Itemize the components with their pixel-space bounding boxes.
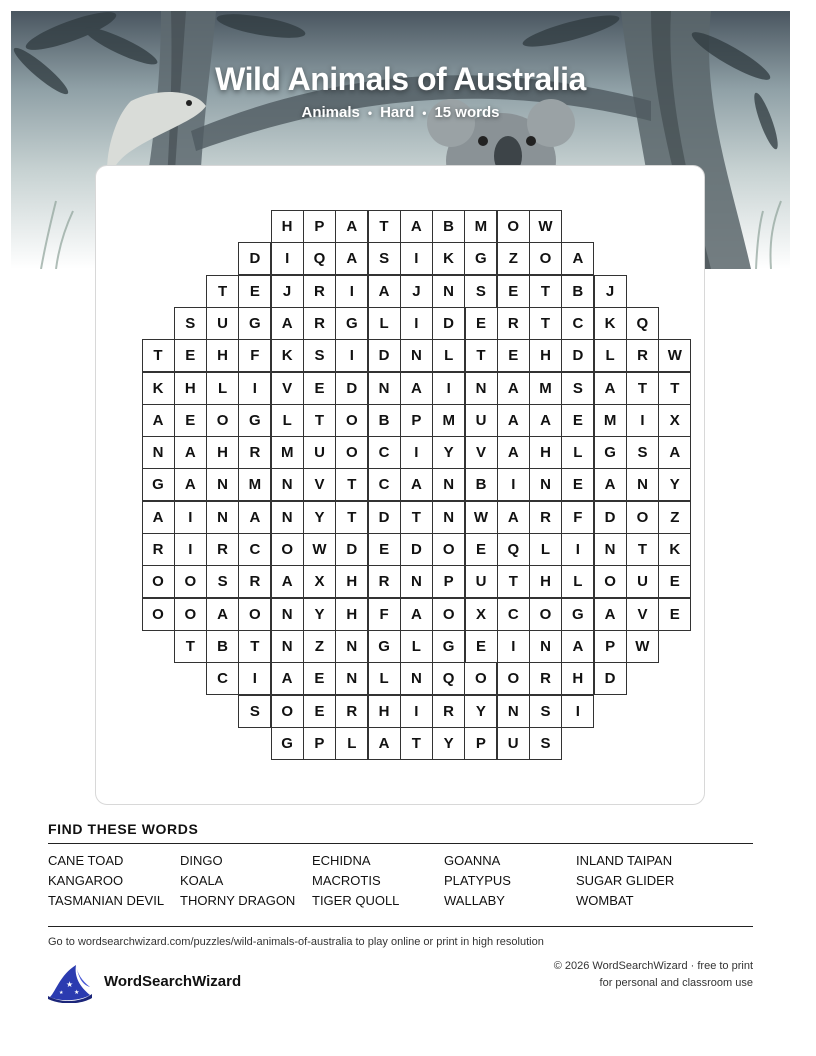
- grid-cell[interactable]: T: [529, 275, 562, 308]
- grid-cell[interactable]: O: [174, 565, 207, 598]
- word-item: INLAND TAIPAN: [576, 853, 673, 868]
- grid-cell[interactable]: O: [497, 662, 530, 695]
- grid-cell[interactable]: U: [465, 404, 498, 437]
- grid-cell[interactable]: S: [368, 242, 401, 275]
- grid-cell[interactable]: O: [594, 565, 627, 598]
- grid-cell[interactable]: M: [594, 404, 627, 437]
- grid-cell[interactable]: R: [529, 501, 562, 534]
- word-item: DINGO: [180, 853, 223, 868]
- grid-cell[interactable]: A: [594, 468, 627, 501]
- grid-cell[interactable]: A: [497, 436, 530, 469]
- grid-cell[interactable]: T: [335, 501, 368, 534]
- grid-cell[interactable]: A: [400, 210, 433, 243]
- grid-cell[interactable]: G: [561, 598, 594, 631]
- grid-cell[interactable]: N: [465, 372, 498, 405]
- grid-cell[interactable]: R: [335, 695, 368, 728]
- grid-cell[interactable]: V: [271, 372, 304, 405]
- grid-cell[interactable]: O: [174, 598, 207, 631]
- grid-cell[interactable]: A: [400, 372, 433, 405]
- grid-cell[interactable]: L: [561, 436, 594, 469]
- grid-cell[interactable]: N: [400, 662, 433, 695]
- grid-cell[interactable]: L: [561, 565, 594, 598]
- grid-cell[interactable]: A: [529, 404, 562, 437]
- grid-cell[interactable]: I: [400, 436, 433, 469]
- word-item: WALLABY: [444, 893, 505, 908]
- svg-text:★: ★: [59, 990, 64, 996]
- grid-cell[interactable]: N: [529, 630, 562, 663]
- grid-cell[interactable]: W: [303, 533, 336, 566]
- grid-cell[interactable]: R: [529, 662, 562, 695]
- grid-cell[interactable]: O: [497, 210, 530, 243]
- grid-cell[interactable]: S: [529, 695, 562, 728]
- grid-cell[interactable]: H: [368, 695, 401, 728]
- grid-cell[interactable]: N: [368, 372, 401, 405]
- grid-cell[interactable]: K: [594, 307, 627, 340]
- grid-cell[interactable]: N: [335, 662, 368, 695]
- grid-cell[interactable]: A: [594, 372, 627, 405]
- grid-cell[interactable]: E: [174, 339, 207, 372]
- grid-cell[interactable]: O: [432, 533, 465, 566]
- grid-cell[interactable]: N: [432, 275, 465, 308]
- grid-cell[interactable]: O: [529, 242, 562, 275]
- word-count-label: 15 words: [434, 104, 500, 121]
- grid-cell[interactable]: I: [174, 501, 207, 534]
- word-item: KOALA: [180, 873, 224, 888]
- grid-cell[interactable]: C: [368, 468, 401, 501]
- word-item: TASMANIAN DEVIL: [48, 893, 165, 908]
- grid-cell[interactable]: U: [465, 565, 498, 598]
- grid-cell[interactable]: A: [271, 662, 304, 695]
- grid-cell[interactable]: D: [335, 533, 368, 566]
- grid-cell[interactable]: K: [271, 339, 304, 372]
- grid-cell[interactable]: R: [238, 436, 271, 469]
- grid-cell[interactable]: N: [529, 468, 562, 501]
- grid-cell[interactable]: Z: [497, 242, 530, 275]
- grid-cell[interactable]: A: [206, 598, 239, 631]
- grid-cell[interactable]: A: [497, 404, 530, 437]
- grid-cell[interactable]: E: [303, 662, 336, 695]
- grid-cell[interactable]: O: [271, 695, 304, 728]
- separator-dot: •: [367, 106, 373, 120]
- word-item: WOMBAT: [576, 893, 634, 908]
- grid-cell[interactable]: O: [142, 598, 175, 631]
- grid-cell[interactable]: I: [432, 372, 465, 405]
- word-list-heading: FIND THESE WORDS: [48, 821, 199, 837]
- puzzle-meta: [11, 104, 790, 121]
- category-label: Animals: [301, 104, 360, 121]
- grid-cell[interactable]: E: [238, 275, 271, 308]
- grid-cell[interactable]: A: [400, 598, 433, 631]
- grid-cell[interactable]: R: [303, 275, 336, 308]
- grid-cell[interactable]: G: [368, 630, 401, 663]
- grid-cell[interactable]: E: [303, 372, 336, 405]
- grid-cell[interactable]: N: [271, 468, 304, 501]
- grid-cell[interactable]: F: [238, 339, 271, 372]
- grid-cell[interactable]: S: [626, 436, 659, 469]
- footer-link[interactable]: Go to wordsearchwizard.com/puzzles/wild-animals-of-australia to play online or print in high resolution: [48, 936, 544, 948]
- grid-cell[interactable]: R: [368, 565, 401, 598]
- grid-cell[interactable]: T: [400, 501, 433, 534]
- grid-cell[interactable]: N: [432, 468, 465, 501]
- grid-cell[interactable]: N: [594, 533, 627, 566]
- grid-cell[interactable]: Q: [497, 533, 530, 566]
- grid-cell[interactable]: U: [206, 307, 239, 340]
- grid-cell[interactable]: D: [432, 307, 465, 340]
- grid-cell[interactable]: I: [497, 630, 530, 663]
- difficulty-label: Hard: [380, 104, 415, 121]
- grid-cell[interactable]: E: [561, 468, 594, 501]
- grid-cell[interactable]: A: [561, 242, 594, 275]
- grid-cell[interactable]: H: [271, 210, 304, 243]
- grid-cell[interactable]: J: [271, 275, 304, 308]
- grid-cell[interactable]: E: [497, 275, 530, 308]
- grid-cell[interactable]: O: [464, 662, 497, 695]
- grid-cell[interactable]: B: [465, 468, 498, 501]
- grid-cell[interactable]: I: [238, 372, 271, 405]
- grid-cell[interactable]: A: [335, 242, 368, 275]
- grid-cell[interactable]: A: [271, 307, 304, 340]
- grid-cell[interactable]: T: [238, 630, 271, 663]
- grid-cell[interactable]: M: [238, 468, 271, 501]
- separator-dot: •: [422, 106, 427, 120]
- grid-cell[interactable]: N: [206, 501, 239, 534]
- grid-cell[interactable]: S: [238, 695, 271, 728]
- grid-cell[interactable]: H: [335, 565, 368, 598]
- grid-cell[interactable]: G: [594, 436, 627, 469]
- grid-cell[interactable]: K: [142, 372, 175, 405]
- grid-cell[interactable]: H: [529, 436, 562, 469]
- grid-cell[interactable]: G: [238, 307, 271, 340]
- grid-cell[interactable]: I: [271, 242, 304, 275]
- grid-cell[interactable]: G: [335, 307, 368, 340]
- grid-cell[interactable]: W: [465, 501, 498, 534]
- grid-cell[interactable]: L: [594, 339, 627, 372]
- grid-cell[interactable]: E: [368, 533, 401, 566]
- word-item: ECHIDNA: [312, 853, 371, 868]
- grid-cell[interactable]: D: [594, 501, 627, 534]
- grid-cell[interactable]: R: [432, 695, 465, 728]
- grid-cell[interactable]: U: [497, 727, 530, 760]
- grid-cell[interactable]: V: [465, 436, 498, 469]
- grid-cell[interactable]: O: [206, 404, 239, 437]
- grid-cell[interactable]: N: [271, 630, 304, 663]
- grid-cell[interactable]: Q: [626, 307, 659, 340]
- grid-cell[interactable]: I: [335, 275, 368, 308]
- grid-cell[interactable]: A: [368, 275, 401, 308]
- grid-cell[interactable]: D: [561, 339, 594, 372]
- grid-cell[interactable]: E: [465, 307, 498, 340]
- divider: [48, 926, 753, 927]
- grid-cell[interactable]: F: [561, 501, 594, 534]
- brand-name: WordSearchWizard: [104, 973, 242, 990]
- grid-cell[interactable]: I: [335, 339, 368, 372]
- grid-cell[interactable]: M: [464, 210, 497, 243]
- grid-cell[interactable]: Y: [658, 468, 691, 501]
- grid-cell[interactable]: I: [174, 533, 207, 566]
- grid-cell[interactable]: H: [206, 339, 239, 372]
- grid-cell[interactable]: L: [271, 404, 304, 437]
- grid-cell[interactable]: H: [529, 565, 562, 598]
- grid-cell[interactable]: G: [432, 630, 465, 663]
- grid-cell[interactable]: O: [529, 598, 562, 631]
- grid-cell[interactable]: T: [626, 533, 659, 566]
- grid-cell[interactable]: L: [368, 307, 401, 340]
- grid-cell[interactable]: G: [238, 404, 271, 437]
- grid-cell[interactable]: W: [626, 630, 659, 663]
- grid-cell[interactable]: I: [561, 533, 594, 566]
- grid-cell[interactable]: T: [335, 468, 368, 501]
- grid-cell[interactable]: A: [142, 404, 175, 437]
- grid-cell[interactable]: A: [594, 598, 627, 631]
- grid-cell[interactable]: U: [626, 565, 659, 598]
- grid-cell[interactable]: X: [658, 404, 691, 437]
- grid-cell[interactable]: E: [465, 533, 498, 566]
- grid-cell[interactable]: I: [626, 404, 659, 437]
- word-item: SUGAR GLIDER: [576, 873, 675, 888]
- word-item: PLATYPUS: [444, 873, 511, 888]
- word-item: KANGAROO: [48, 873, 124, 888]
- grid-cell[interactable]: W: [529, 210, 562, 243]
- grid-cell[interactable]: D: [368, 339, 401, 372]
- grid-cell[interactable]: R: [142, 533, 175, 566]
- grid-cell[interactable]: I: [400, 695, 433, 728]
- grid-cell[interactable]: T: [658, 372, 691, 405]
- grid-cell[interactable]: T: [400, 727, 433, 760]
- word-list: [48, 852, 768, 909]
- grid-cell[interactable]: A: [497, 501, 530, 534]
- grid-cell[interactable]: N: [206, 468, 239, 501]
- grid-cell[interactable]: I: [497, 468, 530, 501]
- grid-cell[interactable]: P: [400, 404, 433, 437]
- grid-cell[interactable]: P: [464, 727, 497, 760]
- grid-cell[interactable]: D: [400, 533, 433, 566]
- grid-cell[interactable]: A: [561, 630, 594, 663]
- grid-cell[interactable]: L: [206, 372, 239, 405]
- grid-cell[interactable]: Y: [303, 598, 336, 631]
- grid-cell[interactable]: H: [561, 662, 594, 695]
- grid-cell[interactable]: S: [529, 727, 562, 760]
- grid-cell[interactable]: P: [432, 565, 465, 598]
- grid-cell[interactable]: N: [497, 695, 530, 728]
- word-item: GOANNA: [444, 853, 501, 868]
- grid-cell[interactable]: A: [400, 468, 433, 501]
- grid-cell[interactable]: H: [529, 339, 562, 372]
- grid-cell[interactable]: F: [368, 598, 401, 631]
- grid-cell[interactable]: C: [206, 662, 239, 695]
- grid-cell[interactable]: Q: [432, 662, 465, 695]
- grid-cell[interactable]: Z: [658, 501, 691, 534]
- grid-cell[interactable]: D: [238, 242, 271, 275]
- grid-cell[interactable]: A: [174, 468, 207, 501]
- grid-cell[interactable]: T: [303, 404, 336, 437]
- grid-cell[interactable]: P: [303, 210, 336, 243]
- grid-cell[interactable]: N: [271, 598, 304, 631]
- grid-cell[interactable]: R: [497, 307, 530, 340]
- grid-cell[interactable]: C: [497, 598, 530, 631]
- grid-cell[interactable]: D: [335, 372, 368, 405]
- grid-cell[interactable]: C: [561, 307, 594, 340]
- grid-cell[interactable]: O: [432, 598, 465, 631]
- grid-cell[interactable]: N: [400, 565, 433, 598]
- grid-cell[interactable]: N: [271, 501, 304, 534]
- grid-cell[interactable]: G: [142, 468, 175, 501]
- grid-cell[interactable]: W: [658, 339, 691, 372]
- grid-cell[interactable]: R: [626, 339, 659, 372]
- grid-cell[interactable]: K: [658, 533, 691, 566]
- grid-cell[interactable]: E: [497, 339, 530, 372]
- grid-cell[interactable]: J: [400, 275, 433, 308]
- grid-cell[interactable]: O: [238, 598, 271, 631]
- grid-cell[interactable]: Y: [464, 695, 497, 728]
- grid-cell[interactable]: R: [206, 533, 239, 566]
- grid-cell[interactable]: P: [303, 727, 336, 760]
- grid-cell[interactable]: S: [206, 565, 239, 598]
- grid-cell[interactable]: V: [303, 468, 336, 501]
- grid-cell[interactable]: Z: [303, 630, 336, 663]
- grid-cell[interactable]: E: [658, 565, 691, 598]
- grid-cell[interactable]: S: [561, 372, 594, 405]
- grid-cell[interactable]: A: [368, 727, 401, 760]
- grid-cell[interactable]: Q: [303, 242, 336, 275]
- grid-cell[interactable]: P: [594, 630, 627, 663]
- grid-cell[interactable]: T: [368, 210, 401, 243]
- grid-cell[interactable]: H: [206, 436, 239, 469]
- grid-cell[interactable]: L: [400, 630, 433, 663]
- grid-cell[interactable]: O: [142, 565, 175, 598]
- grid-cell[interactable]: T: [626, 372, 659, 405]
- grid-cell[interactable]: R: [238, 565, 271, 598]
- grid-cell[interactable]: T: [465, 339, 498, 372]
- grid-cell[interactable]: C: [238, 533, 271, 566]
- grid-cell[interactable]: B: [561, 275, 594, 308]
- grid-cell[interactable]: A: [497, 372, 530, 405]
- grid-cell[interactable]: O: [335, 404, 368, 437]
- grid-cell[interactable]: G: [271, 727, 304, 760]
- grid-cell[interactable]: B: [206, 630, 239, 663]
- puzzle-card: [95, 165, 705, 805]
- word-item: CANE TOAD: [48, 853, 124, 868]
- word-item: MACROTIS: [312, 873, 381, 888]
- divider: [48, 843, 753, 844]
- grid-cell[interactable]: S: [174, 307, 207, 340]
- grid-cell[interactable]: I: [400, 307, 433, 340]
- grid-cell[interactable]: N: [432, 501, 465, 534]
- grid-cell[interactable]: E: [303, 695, 336, 728]
- grid-cell[interactable]: E: [465, 630, 498, 663]
- page-title: Wild Animals of Australia: [215, 61, 586, 97]
- grid-cell[interactable]: V: [626, 598, 659, 631]
- grid-cell[interactable]: O: [335, 436, 368, 469]
- grid-cell[interactable]: E: [658, 598, 691, 631]
- grid-cell[interactable]: R: [303, 307, 336, 340]
- grid-cell[interactable]: C: [368, 436, 401, 469]
- grid-cell[interactable]: O: [271, 533, 304, 566]
- grid-cell[interactable]: G: [464, 242, 497, 275]
- grid-cell[interactable]: A: [238, 501, 271, 534]
- grid-cell[interactable]: D: [368, 501, 401, 534]
- grid-cell[interactable]: A: [271, 565, 304, 598]
- grid-cell[interactable]: A: [658, 436, 691, 469]
- grid-cell[interactable]: T: [206, 275, 239, 308]
- grid-cell[interactable]: E: [174, 404, 207, 437]
- grid-cell[interactable]: K: [432, 242, 465, 275]
- svg-text:★: ★: [66, 980, 74, 989]
- grid-cell[interactable]: J: [594, 275, 627, 308]
- grid-cell[interactable]: S: [303, 339, 336, 372]
- grid-cell[interactable]: H: [335, 598, 368, 631]
- grid-cell[interactable]: N: [626, 468, 659, 501]
- wizard-hat-icon: [46, 963, 94, 1003]
- grid-cell[interactable]: N: [142, 436, 175, 469]
- grid-cell[interactable]: A: [142, 501, 175, 534]
- grid-cell[interactable]: S: [464, 275, 497, 308]
- grid-cell[interactable]: X: [303, 565, 336, 598]
- grid-cell[interactable]: N: [400, 339, 433, 372]
- grid-cell[interactable]: X: [465, 598, 498, 631]
- grid-cell[interactable]: A: [335, 210, 368, 243]
- grid-cell[interactable]: L: [368, 662, 401, 695]
- grid-cell[interactable]: Y: [432, 436, 465, 469]
- grid-cell[interactable]: B: [432, 210, 465, 243]
- grid-cell[interactable]: L: [335, 727, 368, 760]
- grid-cell[interactable]: I: [400, 242, 433, 275]
- grid-cell[interactable]: L: [529, 533, 562, 566]
- grid-cell[interactable]: N: [335, 630, 368, 663]
- copyright-notice: © 2026 WordSearchWizard · free to print for personal and classroom use: [553, 960, 753, 989]
- grid-cell[interactable]: I: [561, 695, 594, 728]
- grid-cell[interactable]: T: [529, 307, 562, 340]
- grid-cell[interactable]: T: [174, 630, 207, 663]
- grid-cell[interactable]: A: [174, 436, 207, 469]
- grid-cell[interactable]: O: [626, 501, 659, 534]
- grid-cell[interactable]: B: [368, 404, 401, 437]
- grid-cell[interactable]: E: [561, 404, 594, 437]
- grid-cell[interactable]: M: [432, 404, 465, 437]
- grid-cell[interactable]: Y: [432, 727, 465, 760]
- grid-cell[interactable]: I: [238, 662, 271, 695]
- grid-cell[interactable]: D: [594, 662, 627, 695]
- grid-cell[interactable]: M: [529, 372, 562, 405]
- grid-cell[interactable]: U: [303, 436, 336, 469]
- grid-cell[interactable]: Y: [303, 501, 336, 534]
- svg-text:★: ★: [74, 989, 80, 996]
- grid-cell[interactable]: T: [497, 565, 530, 598]
- grid-cell[interactable]: L: [432, 339, 465, 372]
- word-item: TIGER QUOLL: [312, 893, 400, 908]
- word-item: THORNY DRAGON: [180, 893, 296, 908]
- grid-cell[interactable]: M: [271, 436, 304, 469]
- grid-cell[interactable]: H: [174, 372, 207, 405]
- grid-cell[interactable]: T: [142, 339, 175, 372]
